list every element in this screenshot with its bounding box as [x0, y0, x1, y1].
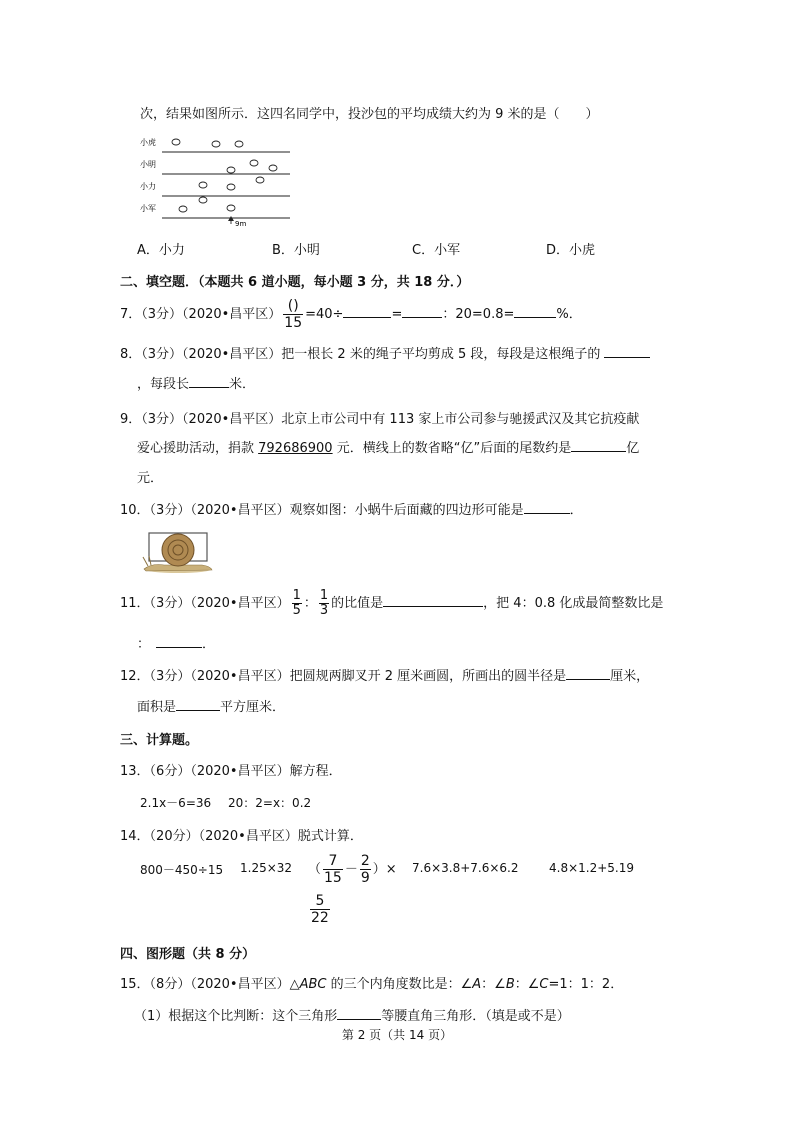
section-4-title: 四、图形题（共 8 分）: [120, 947, 256, 962]
q11-fraction-2: [319, 589, 329, 618]
q7-text: =40÷: [305, 307, 344, 322]
q15-text: A: [472, 977, 482, 992]
frac-7-15: [323, 853, 343, 886]
answer-blank[interactable]: [524, 499, 570, 514]
frac-den: 15: [324, 870, 342, 886]
q6-throw-chart: [138, 132, 294, 228]
throw-mark: [212, 141, 220, 147]
q12-line1: [120, 665, 649, 684]
chart-marker-label: 9m: [235, 220, 247, 228]
q9-line2: [137, 437, 639, 456]
answer-blank[interactable]: [566, 665, 610, 680]
q11-text: ．: [202, 637, 216, 652]
frac-den: 22: [311, 910, 329, 926]
q11-prefix: 11．（3分）（2020•昌平区）: [120, 596, 290, 611]
q12-text: 厘米，: [610, 669, 650, 684]
q12-text: 面积是: [137, 700, 177, 715]
q8-text: 米．: [229, 377, 256, 392]
chart-row-label: 小力: [140, 182, 156, 191]
q8-text: 8．（3分）（2020•昌平区）把一根长 2 米的绳子平均剪成 5 段，每段是这根绳子的: [120, 347, 601, 362]
q6-stem: 次，结果如图所示．这四名同学中，投沙包的平均成绩大约为 9 米的是（ ）: [140, 107, 599, 122]
q8-line2: [137, 373, 255, 392]
q14-expr-4: 7.6×3.8+7.6×6.2: [412, 861, 519, 875]
throw-mark: [227, 167, 235, 173]
throw-mark: [250, 160, 258, 166]
answer-blank[interactable]: [337, 1005, 381, 1020]
throw-mark: [269, 165, 277, 171]
throw-mark: [179, 206, 187, 212]
q9-text: 爱心援助活动，捐款: [137, 441, 259, 456]
chart-row-label: 小虎: [140, 138, 156, 147]
page-footer: 第 2 页（共 14 页）: [341, 1028, 453, 1042]
q13-stem: 13．（6分）（2020•昌平区）解方程．: [120, 764, 342, 779]
q14-text: （: [308, 862, 322, 877]
frac-num: 5: [310, 893, 330, 910]
q11-text: 的比值是: [331, 596, 384, 611]
throw-mark: [172, 139, 180, 145]
section-3-title: 三、计算题。: [120, 733, 199, 748]
chart-row-label: 小军: [140, 204, 156, 213]
throw-mark: [199, 197, 207, 203]
q9-text: 元．横线上的数省略“亿”后面的尾数约是: [332, 441, 572, 456]
q9-number: 792686900: [258, 441, 333, 456]
q12-line2: [137, 696, 285, 715]
option-c: C．小军: [412, 243, 461, 258]
q11-fraction-1: [292, 589, 302, 618]
throw-mark: [235, 141, 243, 147]
q14-text: －: [344, 862, 358, 877]
throw-mark: [199, 182, 207, 188]
q8-line1: [120, 343, 650, 362]
answer-blank[interactable]: [343, 303, 391, 318]
answer-blank[interactable]: [604, 343, 650, 358]
answer-blank[interactable]: [156, 633, 202, 648]
answer-blank[interactable]: [383, 592, 483, 607]
q11-line2: [137, 633, 215, 652]
q11: [120, 588, 663, 620]
section-2-title: 二、填空题．（本题共 6 道小题，每小题 3 分，共 18 分．）: [120, 275, 470, 290]
throw-mark: [227, 184, 235, 190]
q15-stem: [120, 973, 623, 992]
q14-expr-3: [308, 853, 397, 887]
q10-text: ．: [569, 503, 583, 518]
q15-text: 的三个内角度数比是：∠: [326, 977, 473, 992]
q13-equation-2: 20：2=x：0.2: [228, 796, 312, 810]
q7-text: ：20=0.8=: [442, 307, 515, 322]
q15-text: =1：1：2．: [548, 977, 624, 992]
q14-expr-1: 800－450÷15: [140, 863, 224, 877]
q11-text: ，把 4：0.8 化成最简整数比是: [483, 596, 664, 611]
chart-row-label: 小明: [140, 160, 156, 169]
q15-text: ：∠: [481, 977, 506, 992]
frac-den: 9: [360, 870, 370, 886]
q15-text: 15．（8分）（2020•昌平区）△: [120, 977, 300, 992]
q14-text: ）×: [372, 862, 397, 877]
option-a: A．小力: [137, 243, 185, 258]
q15-text: ：∠: [514, 977, 540, 992]
frac-den: 5: [292, 603, 301, 618]
q12-text: 12．（3分）（2020•昌平区）把圆规两脚叉开 2 厘米画圆，所画出的圆半径是: [120, 669, 567, 684]
answer-blank[interactable]: [514, 303, 556, 318]
q15-sub1: [134, 1005, 570, 1024]
q15-text: ABC: [299, 977, 327, 992]
frac-num: 1: [292, 588, 301, 603]
q15-text: C: [539, 977, 549, 992]
throw-mark: [227, 205, 235, 211]
answer-blank[interactable]: [402, 303, 442, 318]
q15-text: 等腰直角三角形．（填是或不是）: [381, 1009, 570, 1024]
q8-text: ，每段长: [137, 377, 190, 392]
q12-text: 平方厘米．: [220, 700, 286, 715]
frac-num: 7: [323, 853, 343, 870]
frac-den: 3: [319, 603, 329, 618]
answer-blank[interactable]: [189, 373, 229, 388]
frac-num: 2: [360, 853, 370, 869]
answer-blank[interactable]: [176, 696, 220, 711]
option-d: D．小虎: [546, 243, 596, 258]
option-b: B．小明: [272, 243, 320, 258]
q14-expr-5: 4.8×1.2+5.19: [549, 861, 634, 875]
q7-text: =: [391, 307, 403, 322]
q7-prefix: 7．（3分）（2020•昌平区）: [120, 307, 282, 322]
answer-blank[interactable]: [571, 437, 626, 452]
frac-num: (): [283, 298, 303, 315]
q11-text: ：: [137, 637, 151, 652]
q15-text: （1）根据这个比判断：这个三角形: [134, 1009, 338, 1024]
q10-text: 10．（3分）（2020•昌平区）观察如图：小蜗牛后面藏的四边形可能是: [120, 503, 524, 518]
throw-mark: [256, 177, 264, 183]
q7-text: %．: [556, 307, 582, 322]
q9-line1: 9．（3分）（2020•昌平区）北京上市公司中有 113 家上市公司参与驰援武汉及其它抗疫献: [120, 412, 640, 427]
snail-shell: [162, 534, 194, 566]
q10: [120, 499, 583, 518]
q14-expr-3-tail: [308, 893, 332, 927]
q15-text: B: [505, 977, 515, 992]
q9-line3: 元．: [137, 471, 164, 486]
frac-5-22: [310, 893, 330, 926]
q13-equation-1: 2.1x－6=36: [140, 796, 212, 810]
frac-num: 1: [319, 588, 329, 603]
q14-stem: 14．（20分）（2020•昌平区）脱式计算．: [120, 829, 363, 844]
snail-image: [140, 529, 214, 575]
q9-text: 亿: [626, 441, 640, 456]
q7: [120, 298, 582, 331]
frac-2-9: [360, 853, 371, 886]
q7-fraction: [283, 298, 303, 331]
q11-text: ：: [303, 596, 317, 611]
q14-expr-2: 1.25×32: [240, 861, 293, 875]
frac-den: 15: [284, 315, 303, 331]
